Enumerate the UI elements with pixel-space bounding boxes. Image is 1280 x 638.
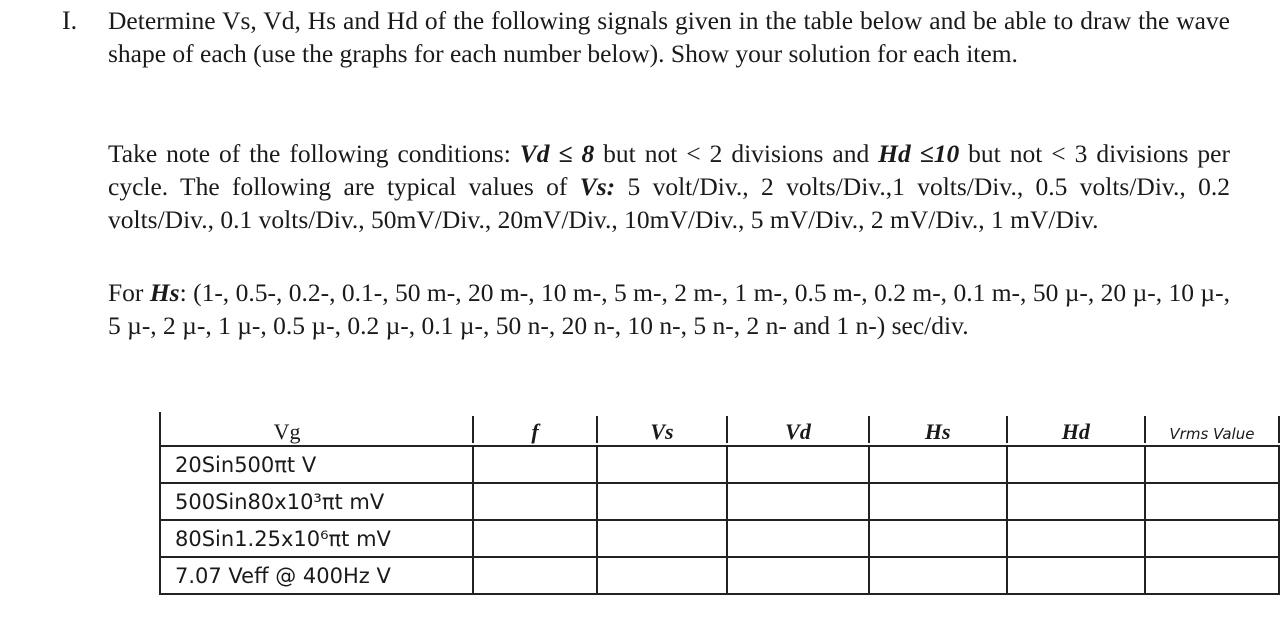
header-f bbox=[473, 412, 597, 446]
cell-f[interactable] bbox=[473, 557, 597, 594]
section-number: I. bbox=[62, 6, 78, 35]
cell-vd[interactable] bbox=[727, 520, 869, 557]
vs-label: Vs: bbox=[579, 172, 616, 201]
conditions-paragraph bbox=[108, 137, 1230, 236]
cell-hd[interactable] bbox=[1007, 446, 1145, 483]
table-row bbox=[160, 483, 1279, 520]
vs-values: 5 volt/Div., 2 volts/Div.,1 volts/Div., 0.5 volts/Div., 0.2 volts/Div., 0.1 volts/Div., 50mV/Div., 20mV/Div., 10mV/Div., 5 mV/Div., 2 mV/Div., 1 mV/Div. bbox=[108, 172, 1230, 234]
cell-vs[interactable] bbox=[597, 520, 727, 557]
cell-vd[interactable] bbox=[727, 446, 869, 483]
cell-f[interactable] bbox=[473, 446, 597, 483]
cell-vd[interactable] bbox=[727, 483, 869, 520]
conditions-mid: but not < 2 divisions and bbox=[594, 139, 879, 168]
signal-table bbox=[159, 412, 1280, 595]
table-row bbox=[160, 557, 1279, 594]
cell-vg: 80Sin1.25x10⁶πt mV bbox=[160, 520, 473, 557]
cell-hd[interactable] bbox=[1007, 557, 1145, 594]
cell-f[interactable] bbox=[473, 483, 597, 520]
header-vg-label: Vg bbox=[273, 419, 301, 444]
table-header-row bbox=[160, 412, 1279, 446]
header-vrms-label: Vrms Value bbox=[1169, 425, 1255, 443]
header-f-label: f bbox=[531, 419, 539, 444]
instructions-paragraph: Determine Vs, Vd, Hs and Hd of the following signals given in the table below and be able to draw the wave shape of each (use the graphs for each number below). Show your solution for each item. bbox=[108, 6, 1230, 68]
cell-vrms[interactable] bbox=[1145, 446, 1279, 483]
hs-values: : (1-, 0.5-, 0.2-, 0.1-, 50 m-, 20 m-, 10 m-, 5 m-, 2 m-, 1 m-, 0.5 m-, 0.2 m-, 0.1 m-, 50 µ-, 20 µ-, 10 µ-, 5 µ-, 2 µ-, 1 µ-, 0.5 µ-, 0.2 µ-, 0.1 µ-, 50 n-, 20 n-, 10 n-, 5 n-, 2 n- and 1 n-) sec/div. bbox=[108, 278, 1230, 340]
cell-vs[interactable] bbox=[597, 557, 727, 594]
header-vrms bbox=[1145, 412, 1279, 446]
vd-condition: Vd ≤ 8 bbox=[519, 139, 595, 168]
cell-hs[interactable] bbox=[869, 520, 1007, 557]
cell-vd[interactable] bbox=[727, 557, 869, 594]
conditions-lead: Take note of the following conditions: bbox=[108, 139, 520, 168]
header-hs-label: Hs bbox=[924, 419, 951, 444]
cell-vg: 20Sin500πt V bbox=[160, 446, 473, 483]
cell-hs[interactable] bbox=[869, 446, 1007, 483]
cell-vs[interactable] bbox=[597, 483, 727, 520]
header-hd bbox=[1007, 412, 1145, 446]
header-hs bbox=[869, 412, 1007, 446]
cell-f[interactable] bbox=[473, 520, 597, 557]
cell-vrms[interactable] bbox=[1145, 483, 1279, 520]
header-vd-label: Vd bbox=[785, 419, 811, 444]
hs-label: Hs bbox=[149, 278, 180, 307]
hs-lead: For bbox=[108, 278, 150, 307]
cell-vg: 7.07 Veff @ 400Hz V bbox=[160, 557, 473, 594]
hs-values-paragraph bbox=[108, 276, 1230, 342]
cell-vrms[interactable] bbox=[1145, 557, 1279, 594]
cell-hs[interactable] bbox=[869, 557, 1007, 594]
table-row bbox=[160, 520, 1279, 557]
cell-vs[interactable] bbox=[597, 446, 727, 483]
cell-hd[interactable] bbox=[1007, 483, 1145, 520]
cell-vg: 500Sin80x10³πt mV bbox=[160, 483, 473, 520]
conditions-tail: but not < 3 divisions per cycle. The following are typical values of bbox=[108, 139, 1230, 201]
header-vg bbox=[160, 412, 473, 446]
hd-condition: Hd ≤10 bbox=[878, 139, 960, 168]
header-hd-label: Hd bbox=[1061, 419, 1090, 444]
cell-vrms[interactable] bbox=[1145, 520, 1279, 557]
cell-hd[interactable] bbox=[1007, 520, 1145, 557]
header-vs-label: Vs bbox=[650, 419, 674, 444]
header-vs bbox=[597, 412, 727, 446]
cell-hs[interactable] bbox=[869, 483, 1007, 520]
header-vd bbox=[727, 412, 869, 446]
table-row bbox=[160, 446, 1279, 483]
